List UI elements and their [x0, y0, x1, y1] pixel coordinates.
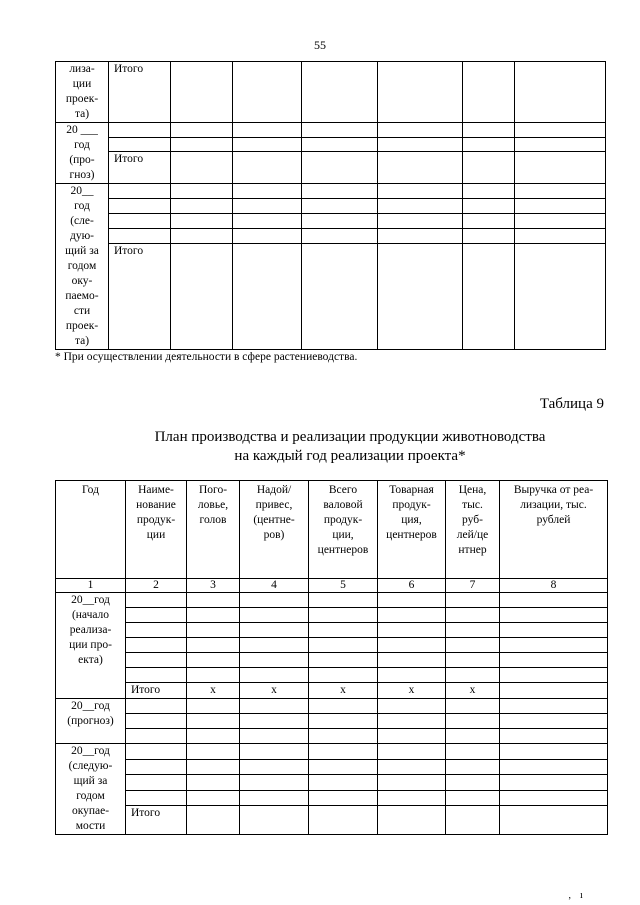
total-label: Итого: [109, 244, 171, 350]
column-number-row: 1 2 3 4 5 6 7 8: [56, 579, 608, 593]
page-number: 55: [314, 38, 326, 52]
table-row: [56, 729, 608, 744]
total-label: Итого: [126, 683, 187, 699]
year-cell: лиза- ции проек- та): [56, 62, 109, 123]
table-row: [56, 184, 606, 199]
year-cell: 20__год (начало реализа- ции про- екта): [56, 593, 126, 699]
total-label: Итого: [126, 806, 187, 835]
table-row: [56, 593, 608, 608]
table-row: Итого х х х х х: [56, 683, 608, 699]
scan-mark: ı: [580, 890, 583, 901]
header-livestock: Пого- ловье, голов: [187, 481, 240, 579]
table-row: [56, 137, 606, 152]
table-row: [56, 214, 606, 229]
table-row: [56, 623, 608, 638]
table-row: [56, 668, 608, 683]
table-row: [56, 699, 608, 714]
year-cell: 20__ год (сле- дую- щий за годом оку- паемо- сти проек- та): [56, 184, 109, 350]
table8-continuation: [55, 61, 606, 350]
header-price: Цена, тыс. руб- лей/це нтнер: [446, 481, 500, 579]
table-row: [56, 244, 606, 350]
table-row: [56, 152, 606, 184]
table-row: [56, 775, 608, 791]
year-cell: 20__год (следую- щий за годом окупае- мости: [56, 744, 126, 835]
scan-mark: ‚: [568, 890, 572, 901]
table-number: Таблица 9: [539, 396, 604, 412]
header-marketable-output: Товарная продук- ция, центнеров: [378, 481, 446, 579]
footnote: * При осуществлении деятельности в сфере растениеводства.: [55, 351, 358, 363]
year-cell: 20 ___ год (про- гноз): [56, 123, 109, 184]
table-row: [56, 62, 606, 123]
total-label: Итого: [109, 152, 171, 184]
table-row: [56, 199, 606, 214]
table-row: [56, 229, 606, 244]
table9: [55, 480, 608, 835]
table-row: [56, 790, 608, 806]
header-gross-output: Всего валовой продук- ции, центнеров: [309, 481, 378, 579]
table-row: [56, 123, 606, 138]
header-yield: Надой/ привес, (центне- ров): [240, 481, 309, 579]
header-product-name: Наиме- нование продук- ции: [126, 481, 187, 579]
header-revenue: Выручка от реа- лизации, тыс. рублей: [500, 481, 608, 579]
table-title: План производства и реализации продукции животноводства на каждый год реализации проекта*: [154, 429, 546, 464]
table-header-row: [56, 481, 608, 579]
header-year: Год: [56, 481, 126, 579]
table-row: [56, 806, 608, 835]
table-row: [56, 744, 608, 760]
total-label: Итого: [109, 62, 171, 123]
table-row: [56, 653, 608, 668]
year-cell: 20__год (прогноз): [56, 699, 126, 744]
table-row: [56, 638, 608, 653]
table-row: [56, 759, 608, 775]
table-row: [56, 608, 608, 623]
table-row: [56, 714, 608, 729]
